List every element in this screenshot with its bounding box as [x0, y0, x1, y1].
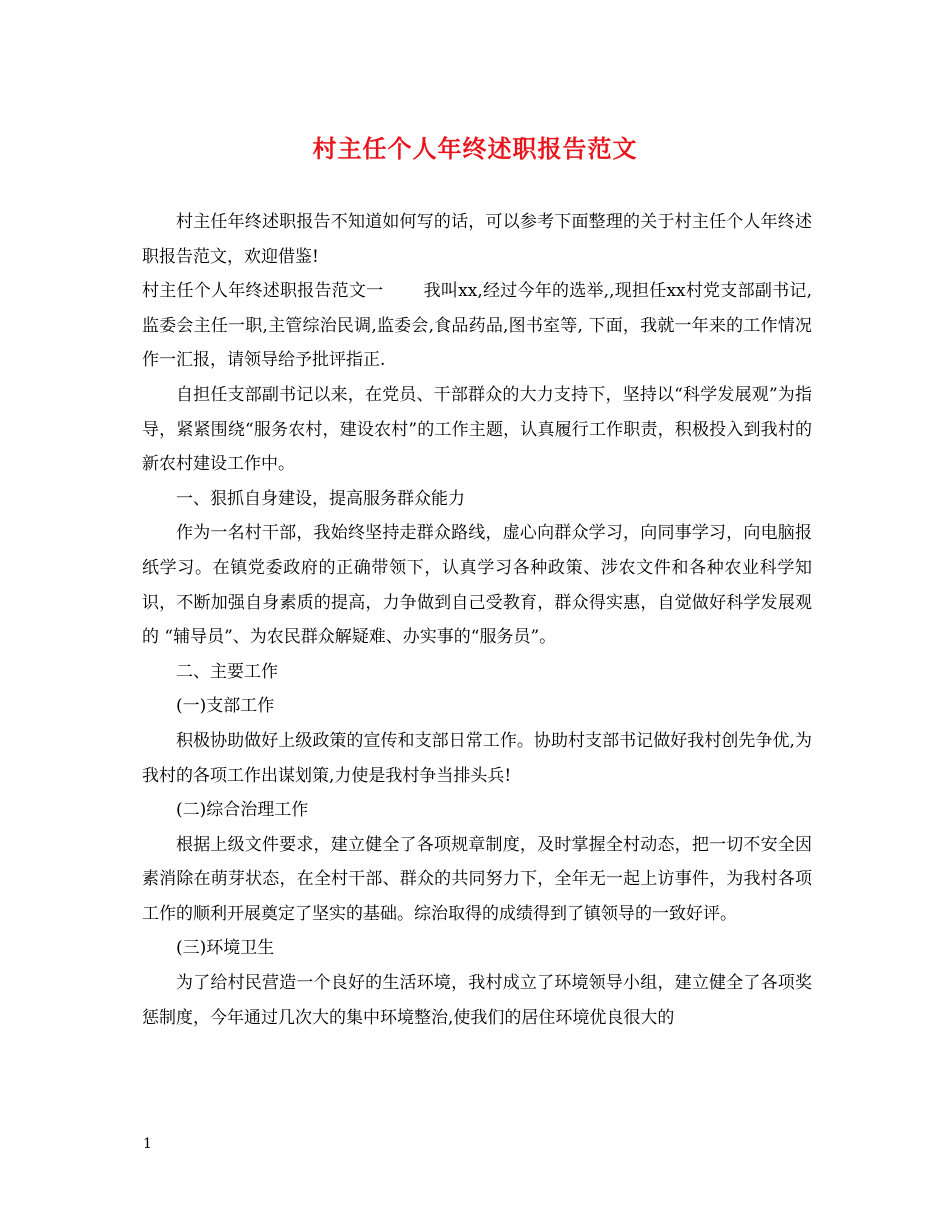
section-heading-1: 一、狠抓自身建设，提高服务群众能力	[176, 488, 465, 509]
section-opening-text: 我叫xx,经过今年的选举,,现担任xx村党支部副书记,监委会主任一职,主管综治民调,监委会,食品药品,图书室等, 下面，我就一年来的工作情况作一汇报，请领导给予批评指正.	[142, 281, 812, 371]
subsection-heading-3: (三)环境卫生	[176, 938, 275, 959]
section-heading: 村主任个人年终述职报告范文一	[142, 281, 384, 302]
page-number: 1	[143, 1136, 152, 1152]
subsection-heading-2: (二)综合治理工作	[176, 800, 309, 821]
body-paragraph: 作为一名村干部，我始终坚持走群众路线，虚心向群众学习，向同事学习，向电脑报纸学习。在镇党委政府的正确带领下，认真学习各种政策、涉农文件和各种农业科学知识，不断加强自身素质的提高，力争做到自己受教育，群众得实惠，自觉做好科学发展观的 “辅导员”、为农民群众解疑难、办实事的“服务员”。	[142, 523, 812, 648]
subsection-heading-1: (一)支部工作	[176, 696, 275, 717]
document-body	[142, 205, 812, 1035]
body-paragraph: 积极协助做好上级政策的宣传和支部日常工作。协助村支部书记做好我村创先争优,为我村的各项工作出谋划策,力使是我村争当排头兵!	[142, 730, 812, 786]
body-paragraph: 自担任支部副书记以来，在党员、干部群众的大力支持下，坚持以“科学发展观”为指导，紧紧围绕“服务农村，建设农村”的工作主题，认真履行工作职责，积极投入到我村的新农村建设工作中。	[142, 384, 812, 475]
body-paragraph: 根据上级文件要求，建立健全了各项规章制度，及时掌握全村动态，把一切不安全因素消除在萌芽状态，在全村干部、群众的共同努力下，全年无一起上访事件，为我村各项工作的顺利开展奠定了坚实的基础。综治取得的成绩得到了镇领导的一致好评。	[142, 834, 812, 924]
intro-paragraph: 村主任年终述职报告不知道如何写的话，可以参考下面整理的关于村主任个人年终述职报告范文，欢迎借鉴!	[142, 212, 812, 267]
section-heading-2: 二、主要工作	[176, 661, 278, 682]
section-opening-paragraph	[142, 274, 812, 378]
body-paragraph: 为了给村民营造一个良好的生活环境，我村成立了环境领导小组，建立健全了各项奖惩制度，今年通过几次大的集中环境整治,使我们的居住环境优良很大的	[142, 973, 812, 1028]
page-title: 村主任个人年终述职报告范文	[312, 134, 638, 163]
